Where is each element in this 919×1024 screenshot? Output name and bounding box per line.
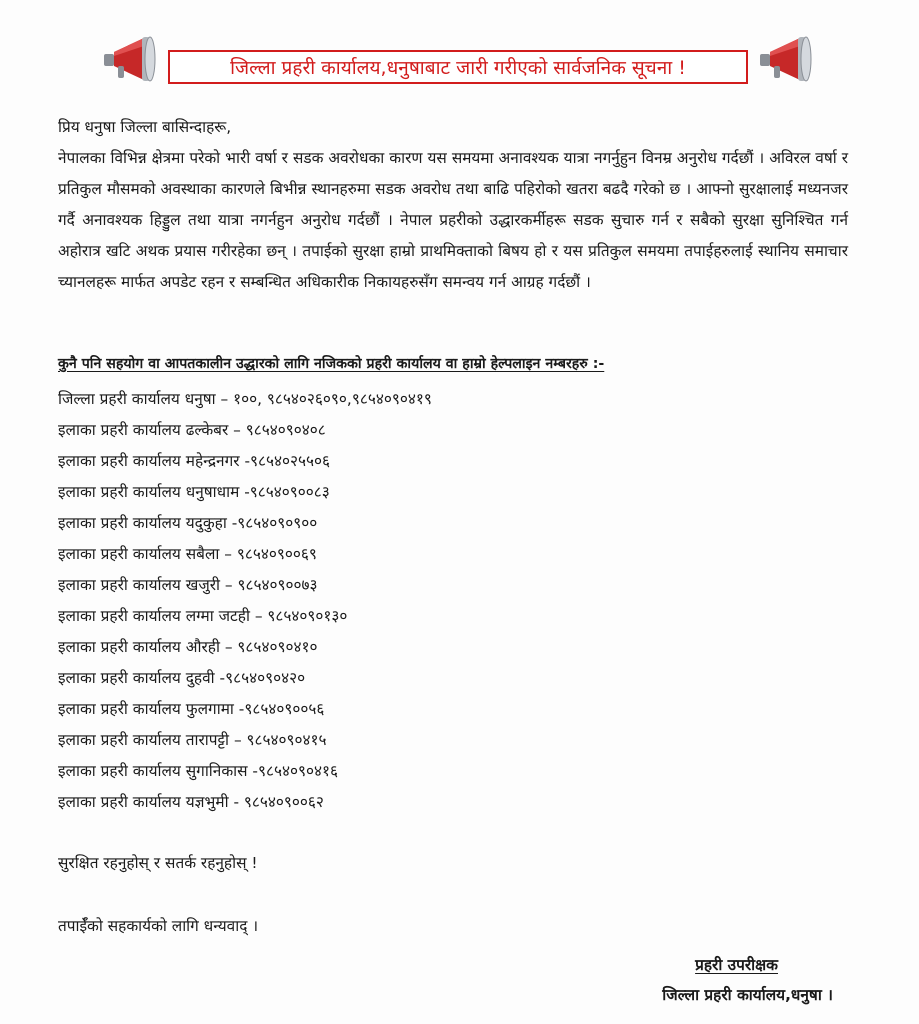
- notice-body: [58, 112, 848, 298]
- contact-item: इलाका प्रहरी कार्यालय सुगानिकास -९८५४०९०४१६: [58, 762, 339, 780]
- contact-item: इलाका प्रहरी कार्यालय खजुरी – ९८५४०९००७३: [58, 576, 318, 594]
- contacts-heading: कुनै पनि सहयोग वा आपतकालीन उद्धारको लागि नजिकको प्रहरी कार्यालय वा हाम्रो हेल्पलाइन नम्बरहरु :-: [58, 356, 605, 372]
- contact-item: इलाका प्रहरी कार्यालय धनुषाधाम -९८५४०९००८३: [58, 483, 330, 501]
- notice-header: [100, 32, 820, 88]
- notice-title: जिल्ला प्रहरी कार्यालय,धनुषाबाट जारी गरीएको सार्वजनिक सूचना !: [230, 57, 686, 79]
- contact-item: इलाका प्रहरी कार्यालय दुहवी -९८५४०९०४२०: [58, 669, 306, 687]
- contact-item: इलाका प्रहरी कार्यालय लग्मा जटही – ९८५४०९०१३०: [58, 607, 348, 625]
- contact-item: इलाका प्रहरी कार्यालय फुलगामा -९८५४०९००५६: [58, 700, 325, 718]
- notice-title-box: [168, 50, 748, 84]
- contact-item: जिल्ला प्रहरी कार्यालय धनुषा – १००, ९८५४०२६०९०,९८५४०९०४१९: [58, 390, 432, 408]
- megaphone-icon: [756, 34, 820, 84]
- signature-block: [662, 950, 833, 1010]
- contact-item: इलाका प्रहरी कार्यालय तारापट्टी – ९८५४०९०४१५: [58, 731, 327, 749]
- closing-thanks: तपाईँको सहकार्यको लागि धन्यवाद् ।: [58, 917, 259, 935]
- contacts-list: [58, 384, 432, 818]
- greeting: प्रिय धनुषा जिल्ला बासिन्दाहरू,: [58, 118, 232, 136]
- closing-safety-message: सुरक्षित रहनुहोस् र सतर्क रहनुहोस् !: [58, 854, 258, 872]
- contact-item: इलाका प्रहरी कार्यालय यदुकुहा -९८५४०९०९००: [58, 514, 318, 532]
- signature-title: प्रहरी उपरीक्षक: [695, 956, 778, 974]
- megaphone-icon: [100, 34, 164, 84]
- contact-item: इलाका प्रहरी कार्यालय यज्ञभुमी - ९८५४०९००६२: [58, 793, 324, 811]
- contact-item: इलाका प्रहरी कार्यालय महेन्द्रनगर -९८५४०२५५०६: [58, 452, 331, 470]
- contact-item: इलाका प्रहरी कार्यालय ढल्केबर – ९८५४०९०४०८: [58, 421, 326, 439]
- signature-office: जिल्ला प्रहरी कार्यालय,धनुषा ।: [662, 986, 833, 1004]
- contact-item: इलाका प्रहरी कार्यालय औरही – ९८५४०९०४१०: [58, 638, 318, 656]
- contact-item: इलाका प्रहरी कार्यालय सबैला – ९८५४०९००६९: [58, 545, 317, 563]
- notice-paragraph: नेपालका विभिन्न क्षेत्रमा परेको भारी वर्षा र सडक अवरोधका कारण यस समयमा अनावश्यक यात्रा नगर्नुहुन विनम्र अनुरोध गर्दछौं । अविरल वर्षा र प्रतिकुल मौसमको अवस्थाका कारणले बिभीन्न स्थानहरुमा सडक अवरोध तथा बाढि पहिरोको खतरा बढदै गरेको छ । आफ्नो सुरक्षालाई मध्यनजर गर्दै अनावश्यक हिड्डुल तथा यात्रा नगर्नहुन अनुरोध गर्दछौं । नेपाल प्रहरीको उद्धारकर्मीहरू सडक सुचारु गर्न र सबैको सुरक्षा सुनिश्चित गर्न अहोरात्र खटि अथक प्रयास गरीरहेका छन् । तपाईको सुरक्षा हाम्रो प्राथमिक्ताको बिषय हो र यस प्रतिकुल समयमा तपाईहरुलाई स्थानिय समाचार च्यानलहरू मार्फत अपडेट रहन र सम्बन्धित अधिकारीक निकायहरुसँग समन्वय गर्न आग्रह गर्दछौं ।: [58, 149, 848, 291]
